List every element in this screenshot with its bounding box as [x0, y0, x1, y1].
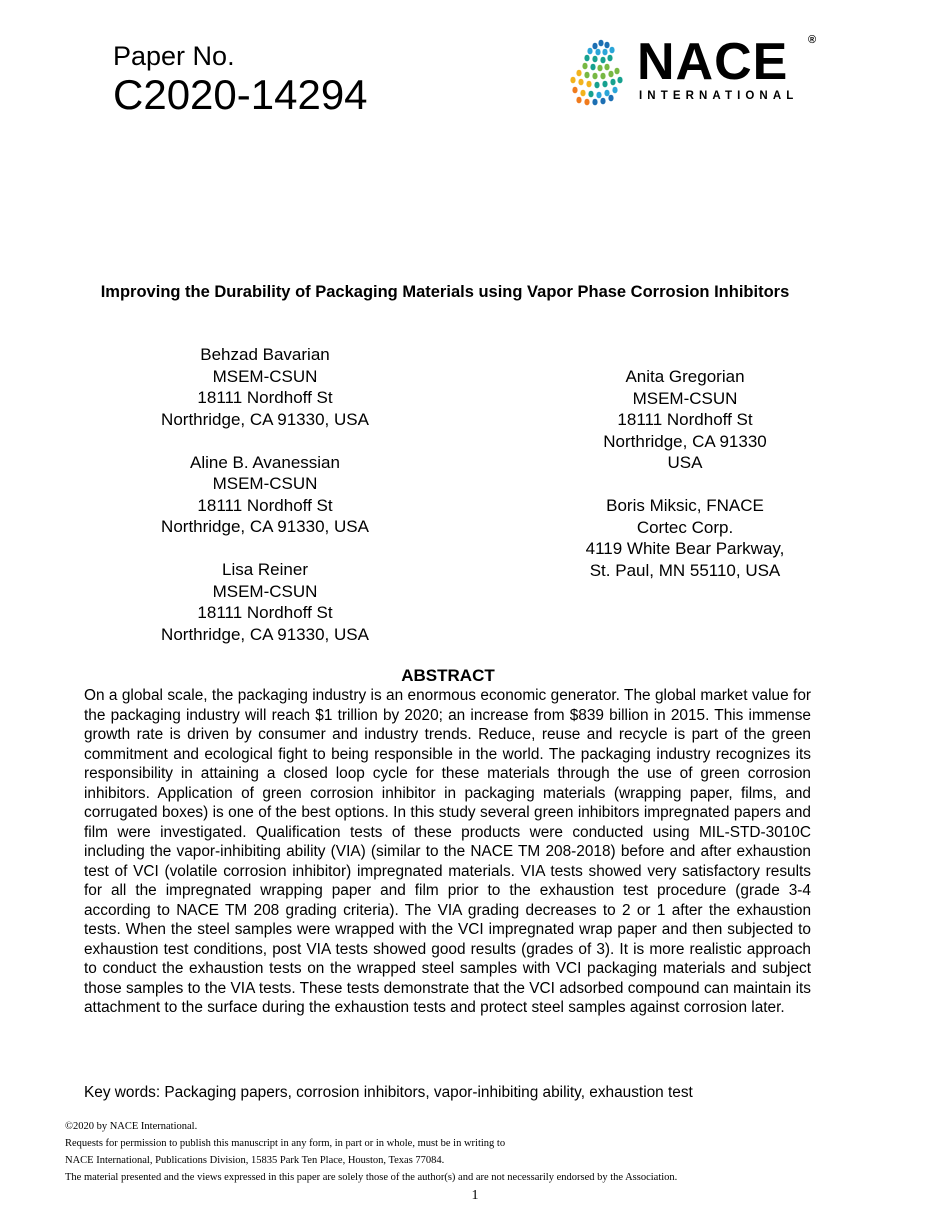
author-name: Behzad Bavarian — [200, 345, 330, 364]
logo-dot — [580, 90, 585, 97]
logo-dot — [602, 81, 607, 88]
footer-line: NACE International, Publications Division, 15835 Park Ten Place, Houston, Texas 77084. — [65, 1155, 445, 1166]
author-block — [145, 344, 385, 430]
author-name: Lisa Reiner — [222, 560, 308, 579]
author-affiliation-line: 18111 Nordhoff St — [197, 388, 333, 407]
author-block — [145, 452, 385, 538]
logo-dot — [608, 95, 613, 102]
logo-dot — [604, 42, 609, 49]
logo-dot — [584, 72, 589, 79]
author-name: Aline B. Avanessian — [190, 452, 340, 472]
logo-dot — [592, 43, 597, 50]
author-affiliation-line: MSEM-CSUN — [212, 581, 318, 601]
logo-dot — [609, 47, 614, 54]
author-affiliation-line: MSEM-CSUN — [632, 388, 738, 408]
logo-dot — [617, 77, 622, 84]
author-affiliation-line: 18111 Nordhoff St — [617, 410, 753, 429]
logo-dot — [600, 57, 605, 64]
logo-dot — [598, 40, 603, 47]
author-block — [560, 366, 810, 474]
author-affiliation-line: 18111 Nordhoff St — [197, 603, 333, 622]
logo-dot — [610, 79, 615, 86]
footer-line: The material presented and the views expressed in this paper are solely those of the author(s) and are not necessarily endorsed by the Association. — [65, 1172, 678, 1183]
author-name: Boris Miksic, FNACE — [606, 496, 764, 515]
author-affiliation-line: USA — [667, 453, 703, 472]
logo-dot — [600, 73, 605, 80]
author-name: Anita Gregorian — [625, 367, 745, 386]
logo-dot — [578, 79, 583, 86]
logo-dot — [587, 48, 592, 55]
logo-dot — [592, 73, 597, 80]
logo-dot — [604, 90, 609, 97]
page-number: 1 — [471, 1188, 479, 1203]
logo-dot — [612, 87, 617, 94]
author-block — [560, 495, 810, 581]
author-spacer — [145, 430, 385, 452]
author-affiliation-line: 18111 Nordhoff St — [197, 495, 333, 515]
logo-dot — [584, 55, 589, 62]
logo-dot — [607, 55, 612, 62]
registered-mark: ® — [808, 34, 817, 46]
authors-left-column — [145, 344, 385, 645]
logo-dot — [570, 77, 575, 84]
logo-dot — [576, 70, 581, 77]
logo-dot — [588, 91, 593, 98]
logo-dot — [596, 92, 601, 99]
logo-dot — [600, 98, 605, 105]
logo-dot — [592, 99, 597, 106]
author-affiliation-line: St. Paul, MN 55110, USA — [589, 560, 781, 580]
author-affiliation-line: MSEM-CSUN — [212, 366, 318, 386]
authors-right-column — [560, 366, 810, 581]
author-block — [145, 559, 385, 645]
copyright-footer — [65, 1118, 865, 1186]
logo-dot — [584, 99, 589, 106]
logo-dot — [586, 81, 591, 88]
logo-dot — [594, 82, 599, 89]
logo-dot — [590, 64, 595, 71]
footer-line: ©2020 by NACE International. — [65, 1121, 198, 1132]
abstract-body: On a global scale, the packaging industry is an enormous economic generator. The global market value for the packaging industry will reach $1 trillion by 2020; an increase from $839 billion in 2015. This immense growth rate is driven by consumer and industry trends. Reduce, reuse and recycle is part of the green commitment and ecological fight to being responsible in the world. The packaging industry recognizes its responsibility in attaining a closed loop cycle for these materials through the use of green corrosion inhibitors. Application of green corrosion inhibitor in packaging materials (wrapping paper, films, and corrugated boxes) is one of the best options. In this study several green inhibitors impregnated papers and film were investigated. Qualification tests of these products were conducted using MIL-STD-3010C including the vapor-inhibiting ability (VIA) (similar to the NACE TM 208-2018) before and after exhaustion test of VCI (volatile corrosion inhibitor) impregnated materials. VIA tests showed very satisfactory results for all the impregnated wrapping paper and film prior to the exhaustion test procedure (grade 3-4 according to NACE TM 208 grading criteria). The VIA grading decreases to 2 or 1 after the exhaustion tests. When the steel samples were wrapped with the VCI impregnated wrap paper and then subjected to exhaustion test conditions, post VIA tests showed good results (grades of 3). It is more realistic approach to conduct the exhaustion tests on the wrapped steel samples with VCI packaging materials and subject those samples to the VIA tests. These tests demonstrate that the VCI adsorbed compound can maintain its attachment to the surface during the exhaustion tests and protect steel samples against corrosion later. — [84, 687, 811, 1016]
abstract-heading: ABSTRACT — [401, 666, 495, 685]
paper-title: Improving the Durability of Packaging Materials using Vapor Phase Corrosion Inhibitors — [100, 283, 790, 301]
logo-dot — [608, 71, 613, 78]
logo-dot — [572, 87, 577, 94]
logo-dot — [576, 97, 581, 104]
logo-dot — [592, 56, 597, 63]
author-affiliation-line: Northridge, CA 91330 — [603, 431, 767, 451]
keywords: Key words: Packaging papers, corrosion inhibitors, vapor-inhibiting ability, exhaustion test — [84, 1084, 693, 1101]
paper-number-label: Paper No. — [113, 41, 235, 71]
logo-dot — [597, 65, 602, 72]
author-affiliation-line: Cortec Corp. — [636, 517, 734, 537]
nace-logo-mark-icon — [565, 38, 635, 108]
logo-dot — [614, 68, 619, 75]
author-affiliation-line: Northridge, CA 91330, USA — [161, 517, 369, 536]
author-affiliation-line: 4119 White Bear Parkway, — [585, 539, 785, 558]
logo-dot — [582, 63, 587, 70]
author-affiliation-line: MSEM-CSUN — [212, 474, 318, 493]
author-affiliation-line: Northridge, CA 91330, USA — [161, 409, 369, 429]
logo-dot — [604, 64, 609, 71]
logo-dot — [595, 49, 600, 56]
author-spacer — [560, 474, 810, 496]
author-spacer — [145, 538, 385, 560]
nace-logo — [565, 33, 825, 108]
logo-dot — [602, 49, 607, 56]
footer-line: Requests for permission to publish this manuscript in any form, in part or in whole, must be in writing to — [65, 1138, 506, 1149]
logo-wordmark: NACE — [637, 33, 789, 91]
paper-number-value: C2020-14294 — [113, 71, 368, 118]
author-affiliation-line: Northridge, CA 91330, USA — [161, 624, 369, 644]
logo-subtitle: INTERNATIONAL — [639, 90, 799, 102]
